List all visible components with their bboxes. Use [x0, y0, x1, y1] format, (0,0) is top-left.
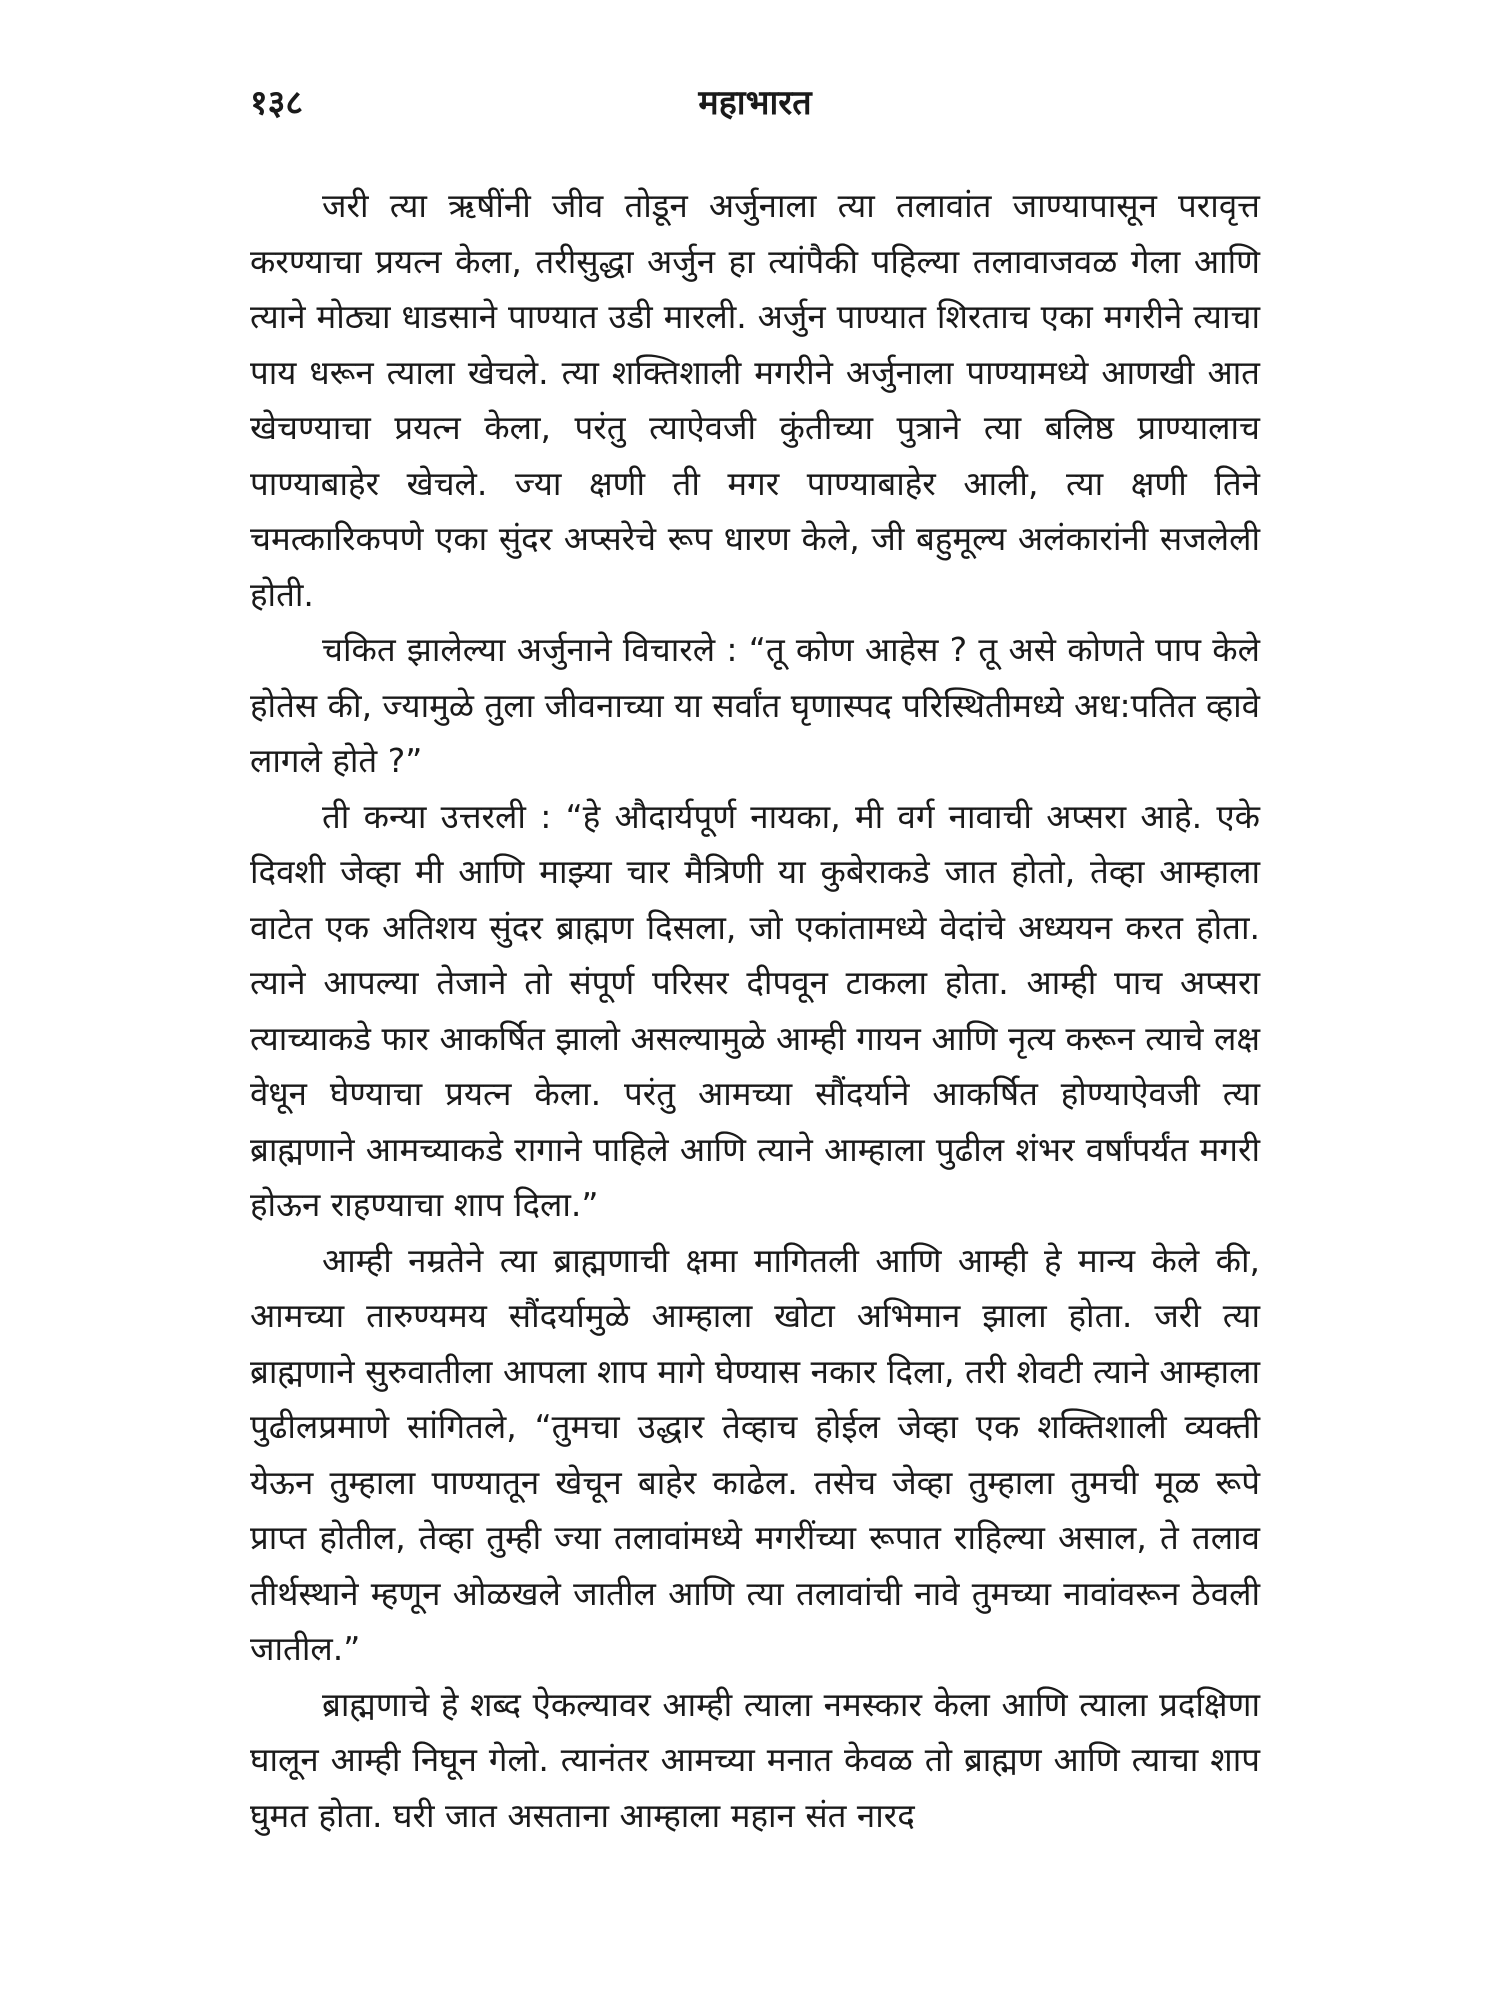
- paragraph-1: जरी त्या ऋषींनी जीव तोडून अर्जुनाला त्या तलावांत जाण्यापासून परावृत्त करण्याचा प्रयत्न केला, तरीसुद्धा अर्जुन हा त्यांपैकी पहिल्या तलावाजवळ गेला आणि त्याने मोठ्या धाडसाने पाण्यात उडी मारली. अर्जुन पाण्यात शिरताच एका मगरीने त्याचा पाय धरून त्याला खेचले. त्या शक्तिशाली मगरीने अर्जुनाला पाण्यामध्ये आणखी आत खेचण्याचा प्रयत्न केला, परंतु त्याऐवजी कुंतीच्या पुत्राने त्या बलिष्ठ प्राण्यालाच पाण्याबाहेर खेचले. ज्या क्षणी ती मगर पाण्याबाहेर आली, त्या क्षणी तिने चमत्कारिकपणे एका सुंदर अप्सरेचे रूप धारण केले, जी बहुमूल्य अलंकारांनी सजलेली होती.: [250, 186, 1260, 614]
- book-title: महाभारत: [698, 83, 812, 123]
- page-number: १३८: [250, 83, 304, 123]
- paragraph-5: ब्राह्मणाचे हे शब्द ऐकल्यावर आम्ही त्याला नमस्कार केला आणि त्याला प्रदक्षिणा घालून आम्ही निघून गेलो. त्यानंतर आमच्या मनात केवळ तो ब्राह्मण आणि त्याचा शाप घुमत होता. घरी जात असताना आम्हाला महान संत नारद: [250, 1684, 1260, 1835]
- body-text: [250, 178, 1260, 1843]
- paragraph-4: आम्ही नम्रतेने त्या ब्राह्मणाची क्षमा मागितली आणि आम्ही हे मान्य केले की, आमच्या तारुण्यमय सौंदर्यामुळे आम्हाला खोटा अभिमान झाला होता. जरी त्या ब्राह्मणाने सुरुवातीला आपला शाप मागे घेण्यास नकार दिला, तरी शेवटी त्याने आम्हाला पुढीलप्रमाणे सांगितले, “तुमचा उद्धार तेव्हाच होईल जेव्हा एक शक्तिशाली व्यक्ती येऊन तुम्हाला पाण्यातून खेचून बाहेर काढेल. तसेच जेव्हा तुम्हाला तुमची मूळ रूपे प्राप्त होतील, तेव्हा तुम्ही ज्या तलावांमध्ये मगरींच्या रूपात राहिल्या असाल, ते तलाव तीर्थस्थाने म्हणून ओळखले जातील आणि त्या तलावांची नावे तुमच्या नावांवरून ठेवली जातील.”: [250, 1240, 1260, 1668]
- paragraph-2: चकित झालेल्या अर्जुनाने विचारले : “तू कोण आहेस ? तू असे कोणते पाप केले होतेस की, ज्यामुळे तुला जीवनाच्या या सर्वांत घृणास्पद परिस्थितीमध्ये अध:पतित व्हावे लागले होते ?”: [250, 630, 1261, 780]
- running-header: [250, 78, 1260, 128]
- paragraph-3: ती कन्या उत्तरली : “हे औदार्यपूर्ण नायका, मी वर्ग नावाची अप्सरा आहे. एके दिवशी जेव्हा मी आणि माझ्या चार मैत्रिणी या कुबेराकडे जात होतो, तेव्हा आम्हाला वाटेत एक अतिशय सुंदर ब्राह्मण दिसला, जो एकांतामध्ये वेदांचे अध्ययन करत होता. त्याने आपल्या तेजाने तो संपूर्ण परिसर दीपवून टाकला होता. आम्ही पाच अप्सरा त्याच्याकडे फार आकर्षित झालो असल्यामुळे आम्ही गायन आणि नृत्य करून त्याचे लक्ष वेधून घेण्याचा प्रयत्न केला. परंतु आमच्या सौंदर्याने आकर्षित होण्याऐवजी त्या ब्राह्मणाने आमच्याकडे रागाने पाहिले आणि त्याने आम्हाला पुढील शंभर वर्षांपर्यंत मगरी होऊन राहण्याचा शाप दिला.”: [250, 796, 1260, 1224]
